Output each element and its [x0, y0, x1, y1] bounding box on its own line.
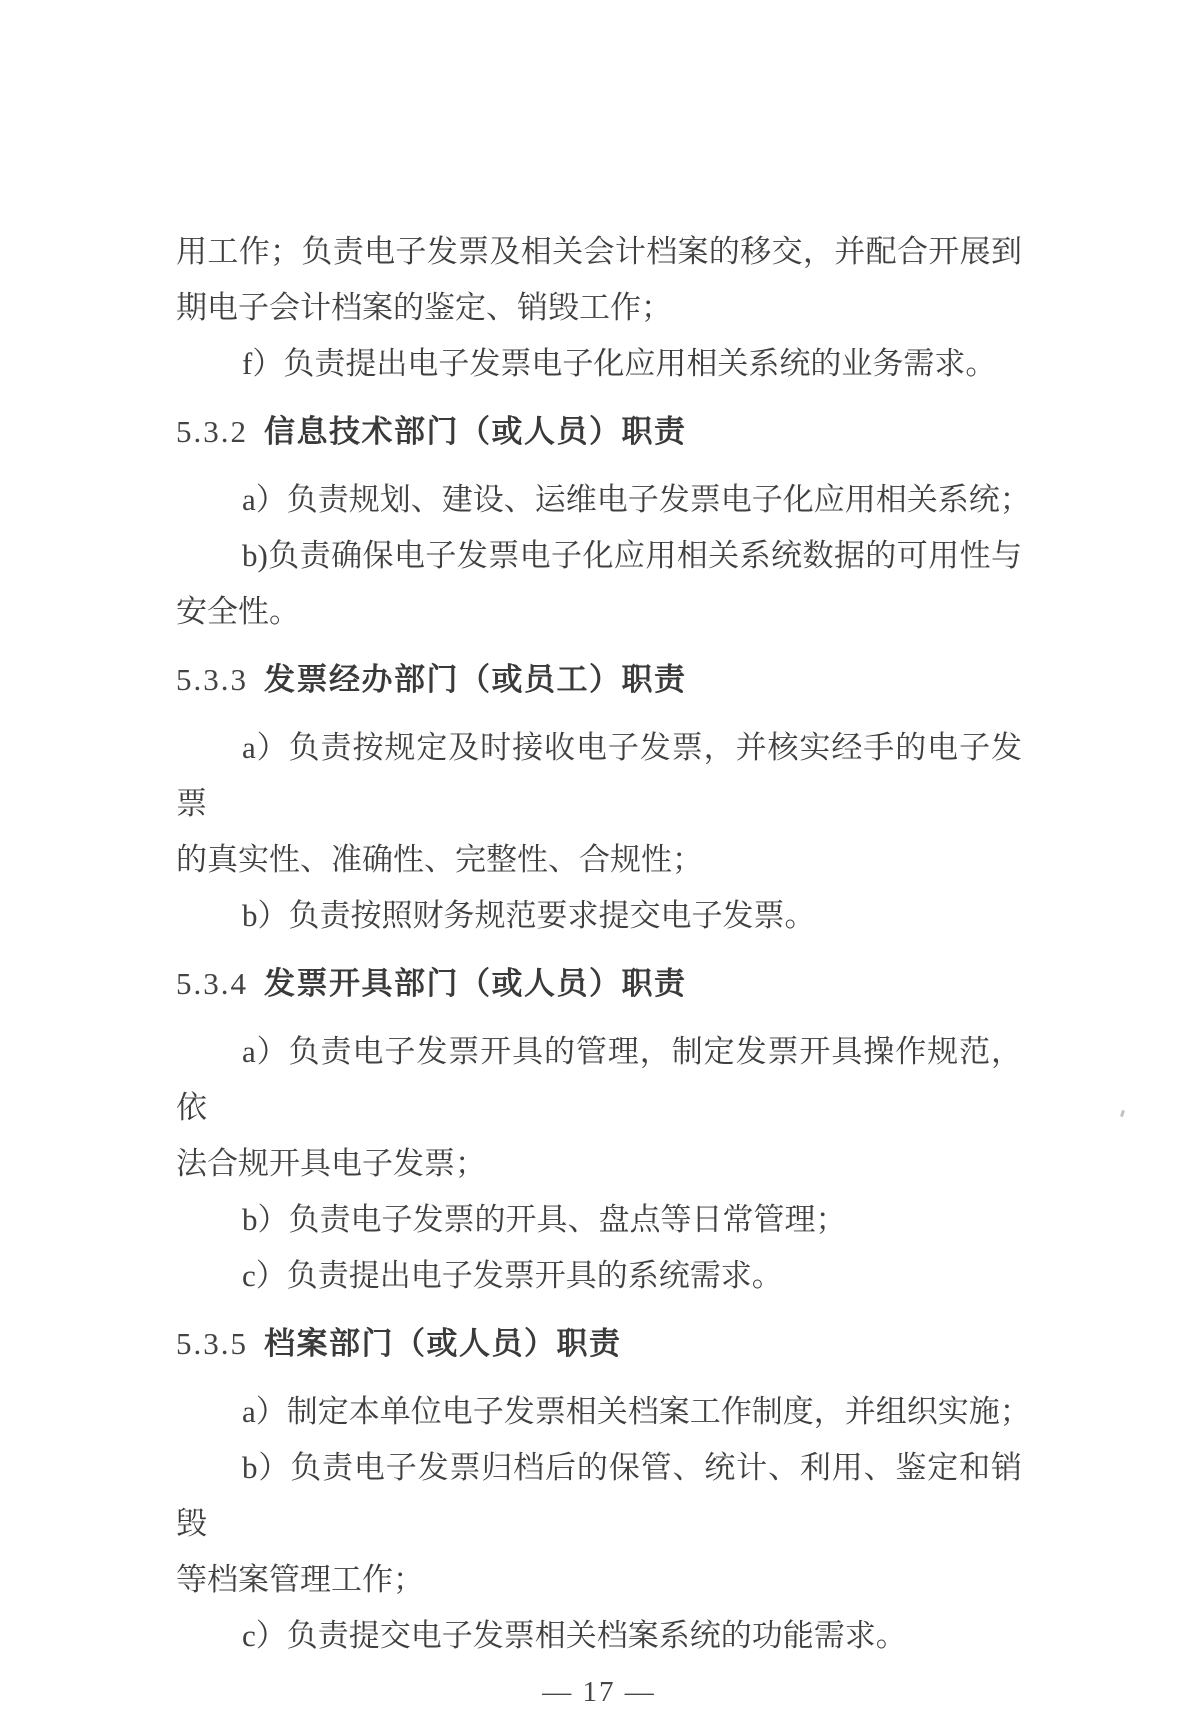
page-number: — 17 — [542, 1676, 656, 1708]
text-line: f）负责提出电子发票电子化应用相关系统的业务需求。 [242, 346, 997, 381]
text-line: a）负责电子发票开具的管理，制定发票开具操作规范，依 [176, 1034, 1022, 1125]
section-heading [176, 1316, 1022, 1372]
document-content [176, 224, 1031, 1720]
section-heading [176, 652, 1022, 708]
text-line: 的真实性、准确性、完整性、合规性； [176, 842, 703, 877]
section-heading [176, 404, 1022, 460]
text-line: 等档案管理工作； [176, 1562, 424, 1597]
section-title: 发票开具部门（或人员）职责 [264, 966, 687, 1001]
paragraph [176, 224, 1022, 336]
text-line: b）负责电子发票归档后的保管、统计、利用、鉴定和销毁 [176, 1450, 1022, 1541]
text-line: b）负责电子发票的开具、盘点等日常管理； [242, 1202, 847, 1237]
text-line: c）负责提交电子发票相关档案系统的功能需求。 [242, 1618, 907, 1653]
section-number: 5.3.5 [176, 1326, 248, 1361]
scan-artifact-dot [1120, 1110, 1125, 1118]
section-title: 信息技术部门（或人员）职责 [264, 414, 687, 449]
text-line: b）负责按照财务规范要求提交电子发票。 [242, 898, 816, 933]
text-line: a）制定本单位电子发票相关档案工作制度，并组织实施； [242, 1394, 1031, 1429]
section-number: 5.3.4 [176, 966, 248, 1001]
section-number: 5.3.2 [176, 414, 248, 449]
paragraph [176, 1248, 1022, 1304]
text-line: 法合规开具电子发票； [176, 1146, 486, 1181]
text-line: 安全性。 [176, 594, 300, 629]
section-number: 5.3.3 [176, 662, 248, 697]
paragraph [176, 1440, 1022, 1608]
paragraph [176, 1024, 1022, 1192]
text-line: a）负责按规定及时接收电子发票，并核实经手的电子发票 [176, 730, 1022, 821]
section-heading [176, 956, 1022, 1012]
paragraph [176, 472, 1031, 528]
text-line: 期电子会计档案的鉴定、销毁工作； [176, 290, 672, 325]
section-title: 发票经办部门（或员工）职责 [264, 662, 687, 697]
paragraph [176, 1192, 1022, 1248]
paragraph [176, 888, 1022, 944]
paragraph [176, 336, 1022, 392]
text-line: b)负责确保电子发票电子化应用相关系统数据的可用性与 [242, 538, 1022, 573]
paragraph [176, 1384, 1031, 1440]
paragraph [176, 720, 1022, 888]
text-line: 用工作；负责电子发票及相关会计档案的移交，并配合开展到 [176, 234, 1022, 269]
text-line: c）负责提出电子发票开具的系统需求。 [242, 1258, 783, 1293]
text-line: a）负责规划、建设、运维电子发票电子化应用相关系统； [242, 482, 1031, 517]
paragraph [176, 528, 1022, 640]
paragraph [176, 1608, 1022, 1664]
section-title: 档案部门（或人员）职责 [264, 1326, 622, 1361]
